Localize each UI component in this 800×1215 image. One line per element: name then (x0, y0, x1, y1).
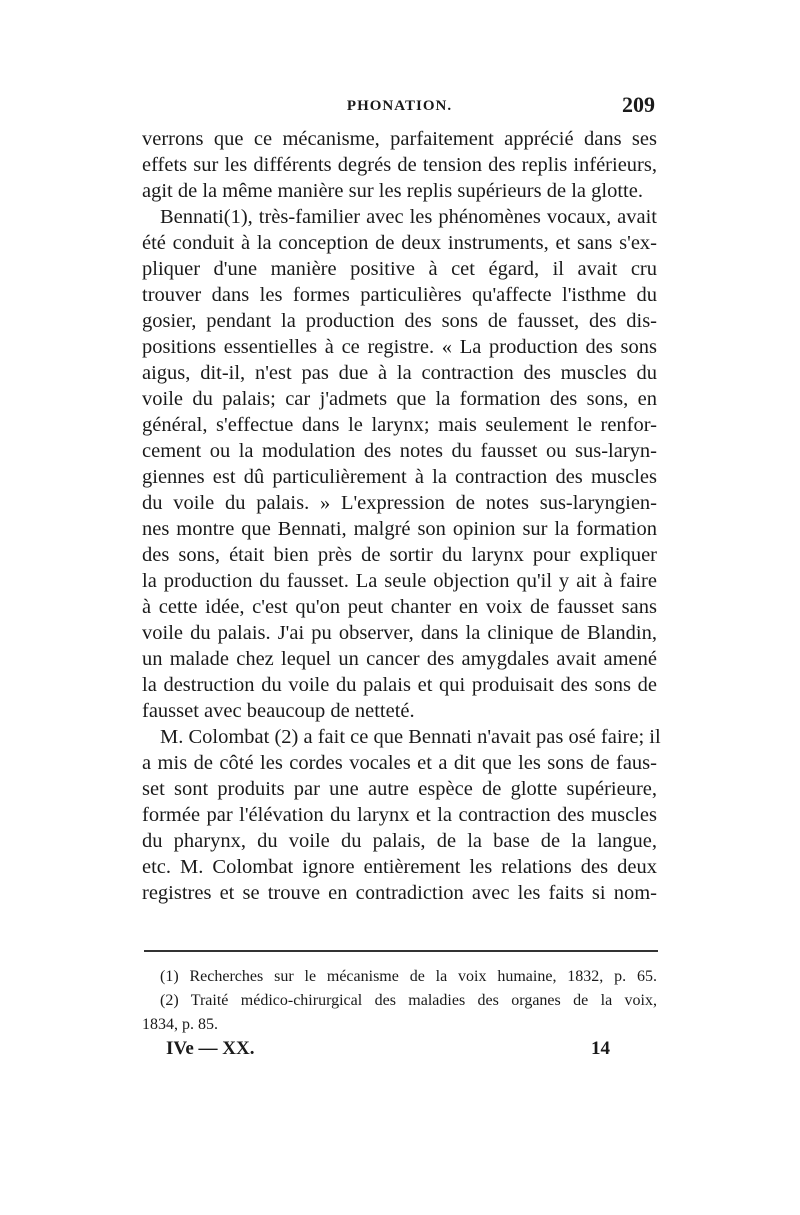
text-line: verrons que ce mécanisme, parfaitement apprécié dans ses (142, 128, 657, 150)
running-title: PHONATION. (346, 98, 453, 114)
text-line: la production du fausset. La seule objection qu'il y ait à faire (142, 570, 657, 592)
text-line: fausset avec beaucoup de netteté. (142, 700, 415, 722)
body-text (142, 126, 661, 906)
text-line: la destruction du voile du palais et qui produisait des sons de (142, 674, 657, 696)
text-line: cement ou la modulation des notes du fausset ou sus-laryn- (142, 440, 657, 462)
text-line: giennes est dû particulièrement à la contraction des muscles (142, 466, 657, 488)
footnotes (142, 965, 657, 1037)
footnote-1: (1) Recherches sur le mécanisme de la voix humaine, 1832, p. 65. (160, 968, 657, 985)
text-line: set sont produits par une autre espèce de glotte supérieure, (142, 778, 657, 800)
footnote-2-continued: 1834, p. 85. (142, 1016, 218, 1033)
text-line: voile du palais; car j'admets que la formation des sons, en (142, 388, 657, 410)
text-line: général, s'effectue dans le larynx; mais seulement le renfor- (142, 414, 657, 436)
printer-signature (166, 1038, 610, 1066)
signature-number: 14 (591, 1038, 610, 1059)
text-line: registres et se trouve en contradiction avec les faits si nom- (142, 882, 657, 904)
text-line: agit de la même manière sur les replis supérieurs de la glotte. (142, 180, 643, 202)
signature-mark: IVe — XX. (166, 1038, 255, 1059)
text-line: un malade chez lequel un cancer des amygdales avait amené (142, 648, 657, 670)
text-line: du pharynx, du voile du palais, de la base de la langue, (142, 830, 657, 852)
text-line: aigus, dit-il, n'est pas due à la contraction des muscles du (142, 362, 657, 384)
text-line: nes montre que Bennati, malgré son opinion sur la formation (142, 518, 657, 540)
text-line: pliquer d'une manière positive à cet égard, il avait cru (142, 258, 657, 280)
footnote-2: (2) Traité médico-chirurgical des maladies des organes de la voix, (160, 992, 657, 1009)
text-line: gosier, pendant la production des sons de fausset, des dis- (142, 310, 657, 332)
text-line: M. Colombat (2) a fait ce que Bennati n'avait pas osé faire; il (160, 726, 661, 748)
text-line: voile du palais. J'ai pu observer, dans la clinique de Blandin, (142, 622, 657, 644)
text-line: Bennati(1), très-familier avec les phénomènes vocaux, avait (160, 206, 657, 228)
page-header (142, 92, 657, 122)
text-line: etc. M. Colombat ignore entièrement les relations des deux (142, 856, 657, 878)
text-line: à cette idée, c'est qu'on peut chanter en voix de fausset sans (142, 596, 657, 618)
text-line: formée par l'élévation du larynx et la contraction des muscles (142, 804, 657, 826)
text-line: positions essentielles à ce registre. « La production des sons (142, 336, 657, 358)
text-line: été conduit à la conception de deux instruments, et sans s'ex- (142, 232, 657, 254)
page-number: 209 (622, 92, 655, 117)
text-line: du voile du palais. » L'expression de notes sus-laryngien- (142, 492, 657, 514)
text-line: trouver dans les formes particulières qu'affecte l'isthme du (142, 284, 657, 306)
text-line: des sons, était bien près de sortir du larynx pour expliquer (142, 544, 657, 566)
text-line: effets sur les différents degrés de tension des replis inférieurs, (142, 154, 657, 176)
footnote-divider (144, 950, 658, 952)
text-line: a mis de côté les cordes vocales et a dit que les sons de faus- (142, 752, 657, 774)
